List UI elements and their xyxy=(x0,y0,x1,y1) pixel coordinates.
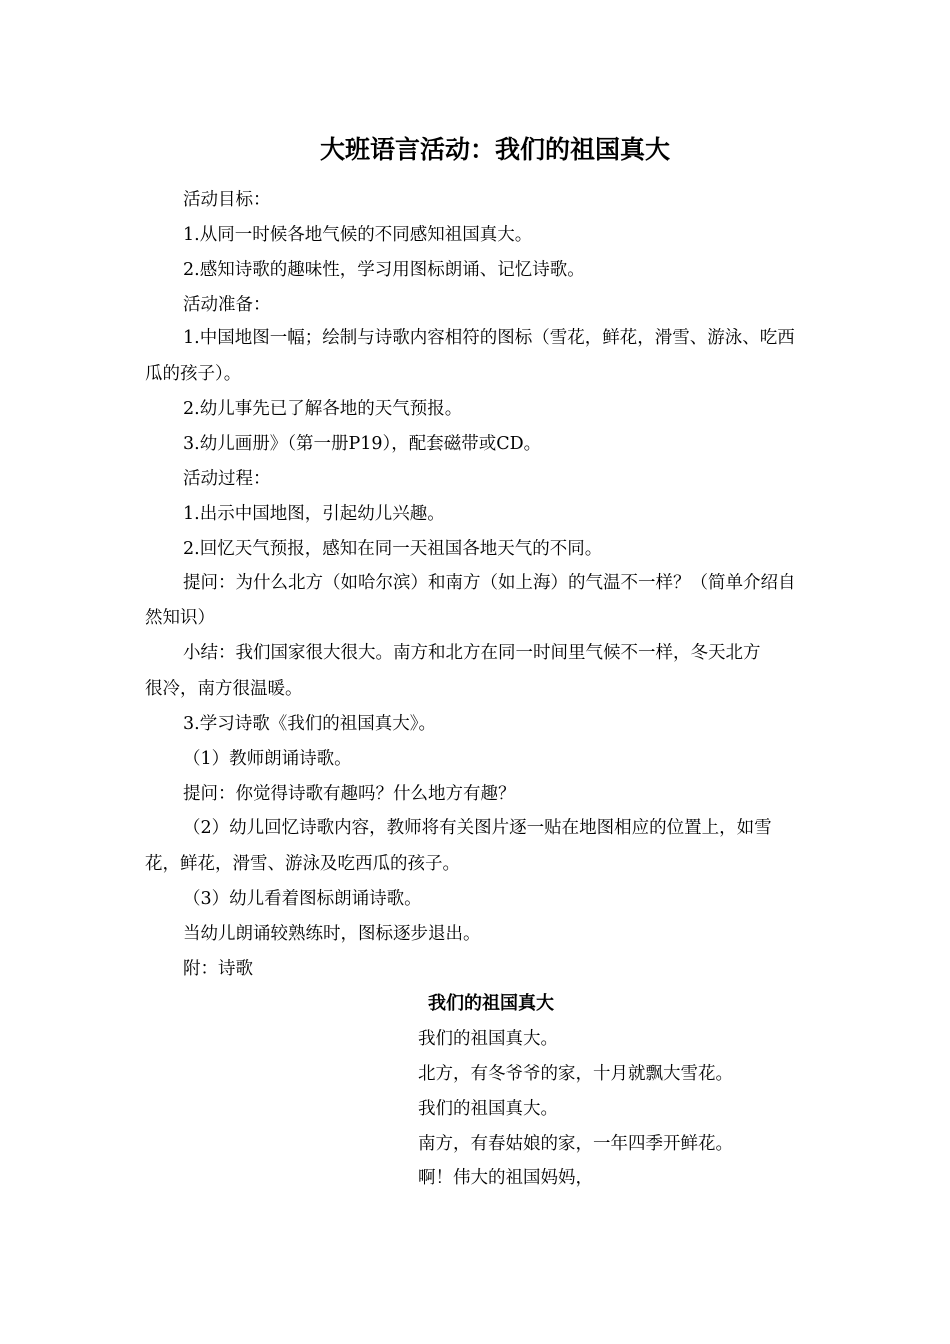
paragraph-line: 花，鲜花，滑雪、游泳及吃西瓜的孩子。 xyxy=(145,854,460,874)
poem-line: 北方，有冬爷爷的家，十月就飘大雪花。 xyxy=(418,1064,733,1084)
paragraph-line: （2）幼儿回忆诗歌内容，教师将有关图片逐一贴在地图相应的位置上，如雪 xyxy=(183,818,772,838)
poem-line: 南方，有春姑娘的家，一年四季开鲜花。 xyxy=(418,1134,733,1154)
paragraph-line: 2.感知诗歌的趣味性，学习用图标朗诵、记忆诗歌。 xyxy=(183,260,585,280)
poem-title: 我们的祖国真大 xyxy=(428,993,554,1014)
paragraph-line: （3）幼儿看着图标朗诵诗歌。 xyxy=(183,889,422,909)
poem-line: 我们的祖国真大。 xyxy=(418,1099,558,1119)
paragraph-line: 很冷，南方很温暖。 xyxy=(145,679,303,699)
paragraph-line: 附：诗歌 xyxy=(183,959,253,979)
paragraph-line: 3.幼儿画册》（第一册P19），配套磁带或CD。 xyxy=(183,434,542,454)
paragraph-line: 2.幼儿事先已了解各地的天气预报。 xyxy=(183,399,463,419)
paragraph-line: 1.出示中国地图，引起幼儿兴趣。 xyxy=(183,504,445,524)
paragraph-line: 然知识） xyxy=(145,608,215,628)
poem-line: 啊！伟大的祖国妈妈， xyxy=(418,1168,593,1188)
paragraph-line: 当幼儿朗诵较熟练时，图标逐步退出。 xyxy=(183,924,481,944)
document-title: 大班语言活动：我们的祖国真大 xyxy=(319,135,670,164)
paragraph-line: 1.中国地图一幅；绘制与诗歌内容相符的图标（雪花，鲜花，滑雪、游泳、吃西 xyxy=(183,328,795,348)
paragraph-line: 3.学习诗歌《我们的祖国真大》。 xyxy=(183,714,436,734)
paragraph-line: （1）教师朗诵诗歌。 xyxy=(183,749,352,769)
paragraph-line: 提问：你觉得诗歌有趣吗？什么地方有趣？ xyxy=(183,784,516,804)
section-heading-preparation: 活动准备： xyxy=(183,295,271,315)
paragraph-line: 提问：为什么北方（如哈尔滨）和南方（如上海）的气温不一样？（简单介绍自 xyxy=(183,573,796,593)
section-heading-process: 活动过程： xyxy=(183,469,271,489)
poem-line: 我们的祖国真大。 xyxy=(418,1029,558,1049)
section-heading-goals: 活动目标： xyxy=(183,190,271,210)
paragraph-line: 2.回忆天气预报，感知在同一天祖国各地天气的不同。 xyxy=(183,539,603,559)
paragraph-line: 小结：我们国家很大很大。南方和北方在同一时间里气候不一样，冬天北方 xyxy=(183,643,761,663)
paragraph-line: 瓜的孩子）。 xyxy=(145,364,242,384)
paragraph-line: 1.从同一时候各地气候的不同感知祖国真大。 xyxy=(183,225,533,245)
